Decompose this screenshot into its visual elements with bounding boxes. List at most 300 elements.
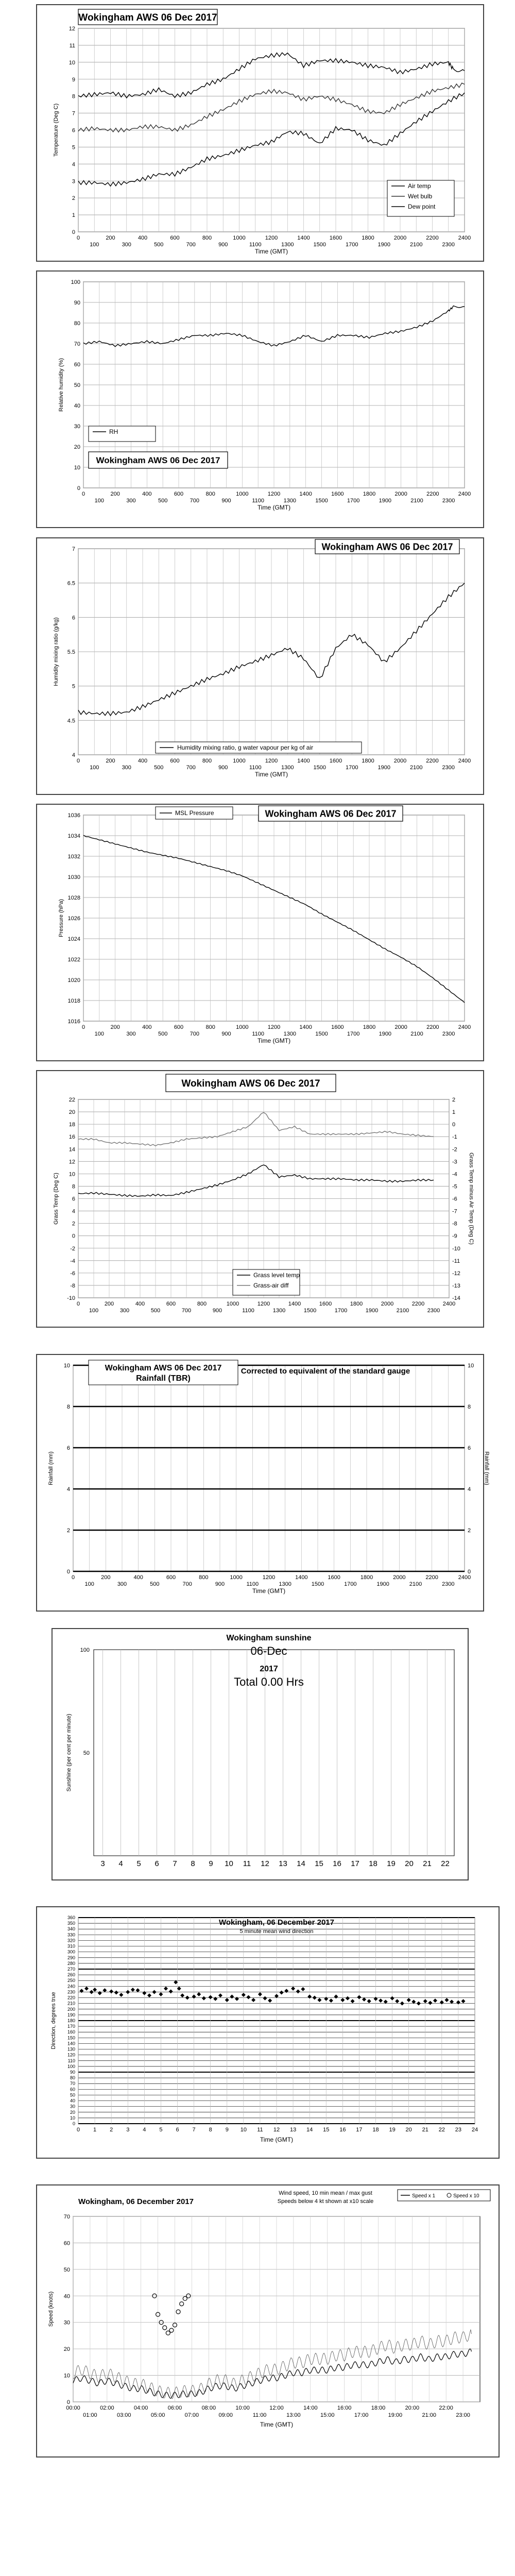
x-tick-label: 2100 xyxy=(410,1031,423,1037)
rainfall-chart xyxy=(37,1355,490,1611)
y-tick-label: 1016 xyxy=(67,1019,80,1025)
x-tick-label: 1100 xyxy=(252,1031,264,1037)
x-tick-label: 1000 xyxy=(233,758,246,764)
chart-subtitle: Rainfall (TBR) xyxy=(136,1374,191,1383)
x-tick-label: 600 xyxy=(170,758,180,764)
y-tick-label: 280 xyxy=(67,1960,75,1966)
humidity-chart-panel xyxy=(36,270,484,528)
y-axis-label: Temperature (Deg C) xyxy=(53,103,59,157)
right-y-tick-label: -4 xyxy=(452,1171,457,1178)
x-tick-label: 500 xyxy=(158,498,168,504)
y-tick-label: 18 xyxy=(68,1122,75,1128)
chart-title: Wokingham sunshine xyxy=(226,1634,312,1642)
x-tick-label: 1600 xyxy=(329,235,342,241)
y-tick-label: 6.5 xyxy=(67,580,75,587)
x-tick-label: 16:00 xyxy=(337,2405,352,2411)
x-tick-label: 2400 xyxy=(458,235,471,241)
y-tick-label: 360 xyxy=(67,1915,75,1920)
x-tick-label: 1100 xyxy=(246,1581,259,1587)
x-tick-label: 20 xyxy=(405,1859,414,1868)
legend-entry: Dew point xyxy=(408,203,436,210)
x-tick-label: 1100 xyxy=(249,765,262,771)
y-tick-label: 300 xyxy=(67,1949,75,1955)
right-y-tick-label: -13 xyxy=(452,1282,460,1289)
y-tick-label: 250 xyxy=(67,1978,75,1984)
right-y-tick-label: 10 xyxy=(468,1363,474,1369)
y-tick-label: 130 xyxy=(67,2046,75,2052)
x-tick-label: 900 xyxy=(215,1581,225,1587)
x-tick-label: 1000 xyxy=(236,1024,249,1030)
x-tick-label: 1300 xyxy=(281,242,294,248)
x-tick-label: 2300 xyxy=(442,765,455,771)
x-tick-label: 2100 xyxy=(396,1308,409,1314)
legend-entry: Air temp xyxy=(408,182,431,190)
y-tick-label: 0 xyxy=(77,485,80,492)
x-tick-label: 2100 xyxy=(410,242,423,248)
y-tick-label: 260 xyxy=(67,1972,75,1978)
y-tick-label: 190 xyxy=(67,2012,75,2018)
chart-subtitle: 06-Dec xyxy=(250,1645,287,1657)
y-tick-label: 110 xyxy=(67,2058,75,2063)
x-tick-label: 19 xyxy=(389,2127,396,2133)
x-tick-label: 15 xyxy=(323,2127,330,2133)
sunshine-chart-panel xyxy=(52,1628,469,1880)
x-tick-label: 400 xyxy=(135,1301,145,1307)
x-tick-label: 900 xyxy=(221,1031,231,1037)
y-tick-label: 50 xyxy=(83,1750,90,1756)
x-tick-label: 0 xyxy=(76,1301,80,1307)
y-tick-label: 0 xyxy=(66,2399,70,2405)
x-tick-label: 200 xyxy=(106,758,115,764)
x-tick-label: 100 xyxy=(90,765,99,771)
x-tick-label: 600 xyxy=(174,1024,184,1030)
x-tick-label: 18 xyxy=(372,2127,379,2133)
x-tick-label: 200 xyxy=(110,491,120,497)
x-tick-label: 2200 xyxy=(425,1574,438,1581)
y-tick-label: 0 xyxy=(72,229,75,235)
x-tick-label: 15 xyxy=(315,1859,323,1868)
y-tick-label: 11 xyxy=(69,42,75,49)
x-tick-label: 1000 xyxy=(233,235,246,241)
x-tick-label: 300 xyxy=(126,1031,136,1037)
x-tick-label: 800 xyxy=(197,1301,207,1307)
x-tick-label: 14:00 xyxy=(303,2405,318,2411)
x-tick-label: 200 xyxy=(104,1301,114,1307)
y-tick-label: 5.5 xyxy=(67,649,75,655)
x-tick-label: 22 xyxy=(441,1859,450,1868)
x-tick-label: 2200 xyxy=(411,1301,425,1307)
x-tick-label: 5 xyxy=(159,2127,163,2133)
x-tick-label: 12 xyxy=(261,1859,269,1868)
x-tick-label: 1400 xyxy=(299,1024,312,1030)
y-axis-label: Direction, degrees true xyxy=(50,1992,57,2049)
right-y-axis-label: Grass Temp minus Air Temp (Deg C) xyxy=(468,1153,474,1245)
x-tick-label: 800 xyxy=(202,758,212,764)
x-tick-label: 05:00 xyxy=(150,2412,165,2418)
x-tick-label: 1200 xyxy=(262,1574,276,1581)
y-tick-label: 6 xyxy=(72,615,75,621)
x-tick-label: 1400 xyxy=(295,1574,308,1581)
x-tick-label: 1800 xyxy=(363,1024,376,1030)
x-tick-label: 400 xyxy=(142,491,152,497)
legend-entry: Grass-air diff xyxy=(253,1282,289,1289)
x-tick-label: 1700 xyxy=(346,765,358,771)
y-tick-label: 7 xyxy=(72,546,75,552)
y-tick-label: 1028 xyxy=(67,895,80,901)
y-tick-label: 22 xyxy=(68,1097,75,1103)
x-tick-label: 1200 xyxy=(267,491,281,497)
x-tick-label: 200 xyxy=(101,1574,111,1581)
x-tick-label: 22 xyxy=(438,2127,445,2133)
grass-temp-chart-panel xyxy=(36,1070,484,1328)
x-tick-label: 13:00 xyxy=(286,2412,301,2418)
x-tick-label: 21 xyxy=(423,1859,432,1868)
chart-title: Wokingham AWS 06 Dec 2017 xyxy=(265,808,397,819)
legend-entry: Speed x 1 xyxy=(412,2193,436,2199)
x-tick-label: 03:00 xyxy=(116,2412,131,2418)
y-tick-label: 10 xyxy=(63,1363,70,1369)
x-tick-label: 500 xyxy=(158,1031,168,1037)
y-tick-label: 2 xyxy=(72,195,75,202)
y-tick-label: 10 xyxy=(63,2372,70,2379)
y-tick-label: 40 xyxy=(74,403,80,409)
x-tick-label: 1000 xyxy=(226,1301,239,1307)
x-tick-label: 800 xyxy=(205,1024,215,1030)
x-tick-label: 0 xyxy=(76,235,80,241)
chart-title: Wokingham AWS 06 Dec 2017 xyxy=(181,1078,320,1089)
y-tick-label: 240 xyxy=(67,1984,75,1989)
y-tick-label: 1032 xyxy=(67,854,80,860)
x-tick-label: 2400 xyxy=(458,758,471,764)
legend-entry: Wet bulb xyxy=(408,193,433,200)
x-tick-label: 3 xyxy=(100,1859,105,1868)
y-tick-label: 150 xyxy=(67,2035,75,2041)
right-y-tick-label: 1 xyxy=(452,1109,456,1116)
x-axis-label: Time (GMT) xyxy=(254,248,288,255)
x-tick-label: 1300 xyxy=(279,1581,291,1587)
x-tick-label: 18 xyxy=(369,1859,377,1868)
x-tick-label: 900 xyxy=(218,242,228,248)
x-tick-label: 2000 xyxy=(393,758,407,764)
x-tick-label: 100 xyxy=(90,242,99,248)
y-tick-label: -4 xyxy=(70,1258,75,1264)
x-tick-label: 300 xyxy=(117,1581,127,1587)
x-tick-label: 24 xyxy=(471,2127,478,2133)
y-tick-label: 10 xyxy=(70,2115,75,2121)
x-tick-label: 500 xyxy=(150,1308,161,1314)
x-tick-label: 2000 xyxy=(393,235,407,241)
x-tick-label: 2000 xyxy=(393,1574,406,1581)
x-tick-label: 0 xyxy=(76,758,80,764)
x-tick-label: 4 xyxy=(118,1859,123,1868)
y-tick-label: 1018 xyxy=(67,998,80,1004)
y-tick-label: 16 xyxy=(68,1134,75,1141)
x-tick-label: 13 xyxy=(279,1859,287,1868)
wind-direction-chart xyxy=(37,1907,499,2158)
x-tick-label: 09:00 xyxy=(218,2412,233,2418)
right-y-tick-label: 8 xyxy=(468,1404,471,1410)
x-tick-label: 1900 xyxy=(379,498,392,504)
x-tick-label: 1800 xyxy=(363,491,376,497)
right-y-tick-label: -10 xyxy=(452,1245,460,1252)
x-tick-label: 04:00 xyxy=(133,2405,148,2411)
x-tick-label: 500 xyxy=(154,242,164,248)
y-tick-label: 7 xyxy=(72,110,75,117)
y-tick-label: 230 xyxy=(67,1989,75,1995)
y-tick-label: 2 xyxy=(72,1221,75,1227)
x-tick-label: 1000 xyxy=(236,491,249,497)
x-tick-label: 900 xyxy=(212,1308,222,1314)
x-tick-label: 20:00 xyxy=(405,2405,420,2411)
x-tick-label: 10:00 xyxy=(235,2405,250,2411)
x-tick-label: 11 xyxy=(257,2127,263,2133)
right-y-tick-label: -14 xyxy=(452,1295,460,1301)
y-tick-label: 90 xyxy=(70,2070,75,2075)
x-tick-label: 300 xyxy=(122,242,131,248)
x-tick-label: 800 xyxy=(202,235,212,241)
y-tick-label: 60 xyxy=(63,2240,70,2247)
pressure-chart xyxy=(37,805,483,1060)
x-tick-label: 06:00 xyxy=(167,2405,182,2411)
y-axis-label: Grass Temp (Deg C) xyxy=(53,1173,59,1225)
right-y-axis-label: Rainfall (mm) xyxy=(484,1451,490,1485)
x-tick-label: 2100 xyxy=(410,498,423,504)
y-tick-label: 200 xyxy=(67,2006,75,2012)
x-tick-label: 1300 xyxy=(272,1308,286,1314)
x-tick-label: 700 xyxy=(190,1031,200,1037)
x-axis-label: Time (GMT) xyxy=(257,1037,291,1044)
x-tick-label: 600 xyxy=(170,235,180,241)
x-tick-label: 1900 xyxy=(377,242,390,248)
x-tick-label: 1300 xyxy=(283,498,297,504)
x-tick-label: 1200 xyxy=(265,235,278,241)
y-tick-label: 3 xyxy=(72,178,75,185)
y-tick-label: 140 xyxy=(67,2041,75,2046)
x-tick-label: 0 xyxy=(81,1024,85,1030)
y-tick-label: 40 xyxy=(70,2098,75,2104)
y-tick-label: 10 xyxy=(68,59,75,66)
y-tick-label: 1 xyxy=(72,212,75,219)
x-tick-label: 14 xyxy=(297,1859,305,1868)
x-tick-label: 1100 xyxy=(242,1308,254,1314)
wind-speed-chart-panel xyxy=(36,2184,500,2458)
x-tick-label: 400 xyxy=(138,235,148,241)
y-tick-label: 90 xyxy=(74,300,80,306)
x-tick-label: 1500 xyxy=(303,1308,317,1314)
x-tick-label: 800 xyxy=(205,491,215,497)
x-tick-label: 1900 xyxy=(379,1031,392,1037)
x-tick-label: 23:00 xyxy=(456,2412,470,2418)
y-tick-label: 20 xyxy=(68,1109,75,1116)
y-tick-label: 1022 xyxy=(67,957,80,963)
x-tick-label: 7 xyxy=(173,1859,177,1868)
y-tick-label: 210 xyxy=(67,2001,75,2006)
x-tick-label: 100 xyxy=(84,1581,94,1587)
x-tick-label: 1 xyxy=(93,2127,97,2133)
x-tick-label: 17:00 xyxy=(354,2412,369,2418)
x-tick-label: 16 xyxy=(339,2127,346,2133)
y-tick-label: 14 xyxy=(68,1146,75,1153)
y-tick-label: 8 xyxy=(66,1404,70,1410)
y-tick-label: 6 xyxy=(72,1196,75,1202)
x-tick-label: 1500 xyxy=(315,1031,328,1037)
right-y-tick-label: -5 xyxy=(452,1183,457,1190)
y-tick-label: 80 xyxy=(70,2075,75,2081)
x-tick-label: 1600 xyxy=(329,758,342,764)
y-tick-label: 5 xyxy=(72,683,75,690)
x-tick-label: 12:00 xyxy=(269,2405,284,2411)
x-tick-label: 0 xyxy=(81,491,85,497)
x-axis-label: Time (GMT) xyxy=(260,2421,294,2428)
y-tick-label: 50 xyxy=(74,382,80,388)
y-tick-label: 180 xyxy=(67,2018,75,2023)
x-tick-label: 1700 xyxy=(347,498,360,504)
right-y-tick-label: 2 xyxy=(452,1097,456,1103)
x-tick-label: 600 xyxy=(166,1301,176,1307)
y-tick-label: 0 xyxy=(72,1233,75,1240)
x-tick-label: 300 xyxy=(119,1308,130,1314)
x-tick-label: 19 xyxy=(387,1859,396,1868)
x-tick-label: 1400 xyxy=(297,235,310,241)
right-y-tick-label: 2 xyxy=(468,1528,471,1534)
x-axis-label: Time (GMT) xyxy=(260,2136,294,2143)
x-tick-label: 10 xyxy=(240,2127,247,2133)
y-tick-label: 320 xyxy=(67,1938,75,1943)
y-axis-label: Rainfall (mm) xyxy=(48,1451,54,1485)
chart-title: Wokingham, 06 December 2017 xyxy=(78,2197,194,2206)
x-tick-label: 2000 xyxy=(394,1024,407,1030)
x-tick-label: 1400 xyxy=(288,1301,301,1307)
y-tick-label: 310 xyxy=(67,1943,75,1949)
x-tick-label: 14 xyxy=(306,2127,313,2133)
y-tick-label: 70 xyxy=(70,2081,75,2087)
x-tick-label: 0 xyxy=(71,1574,75,1581)
y-tick-label: 50 xyxy=(63,2266,70,2273)
x-tick-label: 1500 xyxy=(315,498,328,504)
x-tick-label: 500 xyxy=(154,765,164,771)
sunshine-total: Total 0.00 Hrs xyxy=(234,1675,304,1688)
x-tick-label: 1800 xyxy=(360,1574,373,1581)
x-tick-label: 18:00 xyxy=(371,2405,386,2411)
x-tick-label: 1200 xyxy=(265,758,278,764)
grass-temperature-chart xyxy=(37,1071,483,1327)
x-tick-label: 2000 xyxy=(394,491,407,497)
x-tick-label: 1800 xyxy=(350,1301,363,1307)
y-tick-label: 4 xyxy=(66,1486,70,1493)
y-tick-label: 1020 xyxy=(67,977,80,984)
chart-annotation: Corrected to equivalent of the standard gauge xyxy=(241,1367,410,1376)
x-tick-label: 22:00 xyxy=(439,2405,453,2411)
y-tick-label: 60 xyxy=(74,362,80,368)
right-y-tick-label: 0 xyxy=(468,1569,471,1575)
x-tick-label: 1100 xyxy=(252,498,264,504)
y-tick-label: 4 xyxy=(72,752,75,758)
y-tick-label: 20 xyxy=(63,2346,70,2353)
chart-annotation: Speeds below 4 kt shown at x10 scale xyxy=(277,2198,374,2205)
y-tick-label: 50 xyxy=(70,2092,75,2098)
legend-box xyxy=(89,426,156,442)
x-tick-label: 17 xyxy=(351,1859,359,1868)
x-tick-label: 1400 xyxy=(297,758,310,764)
y-tick-label: 8 xyxy=(72,1183,75,1190)
right-y-tick-label: -3 xyxy=(452,1159,457,1165)
x-tick-label: 1600 xyxy=(331,491,344,497)
y-tick-label: 0 xyxy=(72,2121,75,2126)
y-tick-label: 70 xyxy=(74,341,80,347)
x-tick-label: 13 xyxy=(289,2127,297,2133)
x-tick-label: 4 xyxy=(143,2127,146,2133)
x-tick-label: 700 xyxy=(181,1308,192,1314)
y-tick-label: 160 xyxy=(67,2029,75,2035)
x-tick-label: 2400 xyxy=(442,1301,456,1307)
y-tick-label: 290 xyxy=(67,1955,75,1960)
x-tick-label: 10 xyxy=(225,1859,233,1868)
x-tick-label: 2100 xyxy=(409,1581,422,1587)
chart-title: Wokingham AWS 06 Dec 2017 xyxy=(321,541,453,552)
y-tick-label: 9 xyxy=(72,76,75,83)
x-tick-label: 20 xyxy=(405,2127,412,2133)
chart-title: Wokingham AWS 06 Dec 2017 xyxy=(78,12,217,23)
y-tick-label: 80 xyxy=(74,320,80,327)
right-y-tick-label: -9 xyxy=(452,1233,457,1240)
x-tick-label: 1500 xyxy=(311,1581,324,1587)
x-tick-label: 3 xyxy=(126,2127,130,2133)
x-tick-label: 1700 xyxy=(344,1581,357,1587)
x-tick-label: 0 xyxy=(76,2127,80,2133)
x-tick-label: 1700 xyxy=(346,242,358,248)
right-y-tick-label: 0 xyxy=(452,1122,456,1128)
x-tick-label: 700 xyxy=(186,765,196,771)
x-tick-label: 11 xyxy=(243,1859,251,1868)
chart-subtitle: 5 minute mean wind direction xyxy=(239,1928,314,1935)
chart-subtitle: Wind speed, 10 min mean / max gust xyxy=(279,2190,372,2196)
x-axis-label: Time (GMT) xyxy=(254,771,288,778)
x-tick-label: 7 xyxy=(192,2127,196,2133)
y-tick-label: 10 xyxy=(74,465,80,471)
x-tick-label: 400 xyxy=(133,1574,143,1581)
x-tick-label: 1900 xyxy=(376,1581,389,1587)
x-tick-label: 01:00 xyxy=(83,2412,97,2418)
x-tick-label: 1300 xyxy=(283,1031,297,1037)
x-tick-label: 21:00 xyxy=(422,2412,437,2418)
chart-title: Wokingham, 06 December 2017 xyxy=(219,1918,334,1927)
x-tick-label: 700 xyxy=(182,1581,192,1587)
x-tick-label: 1700 xyxy=(334,1308,348,1314)
x-tick-label: 700 xyxy=(190,498,200,504)
x-tick-label: 1200 xyxy=(267,1024,281,1030)
y-tick-label: 8 xyxy=(72,93,75,100)
y-axis-label: Sunshine (per cent per minute) xyxy=(66,1714,72,1792)
temperature-chart-panel xyxy=(36,4,484,262)
x-tick-label: 2200 xyxy=(426,1024,439,1030)
x-tick-label: 100 xyxy=(89,1308,99,1314)
x-tick-label: 1800 xyxy=(362,235,374,241)
legend-entry: Grass level temp xyxy=(253,1272,300,1279)
y-tick-label: 100 xyxy=(71,279,80,285)
x-tick-label: 200 xyxy=(110,1024,120,1030)
y-tick-label: 30 xyxy=(74,423,80,430)
x-axis-label: Time (GMT) xyxy=(257,504,291,511)
chart-title: Wokingham AWS 06 Dec 2017 xyxy=(105,1364,222,1372)
y-tick-label: 30 xyxy=(70,2104,75,2109)
x-tick-label: 2400 xyxy=(458,491,471,497)
y-tick-label: -8 xyxy=(70,1282,75,1289)
right-y-tick-label: -12 xyxy=(452,1270,460,1277)
x-tick-label: 2400 xyxy=(458,1024,471,1030)
right-y-tick-label: -7 xyxy=(452,1208,457,1215)
pressure-chart-panel xyxy=(36,804,484,1061)
x-tick-label: 8 xyxy=(191,1859,195,1868)
